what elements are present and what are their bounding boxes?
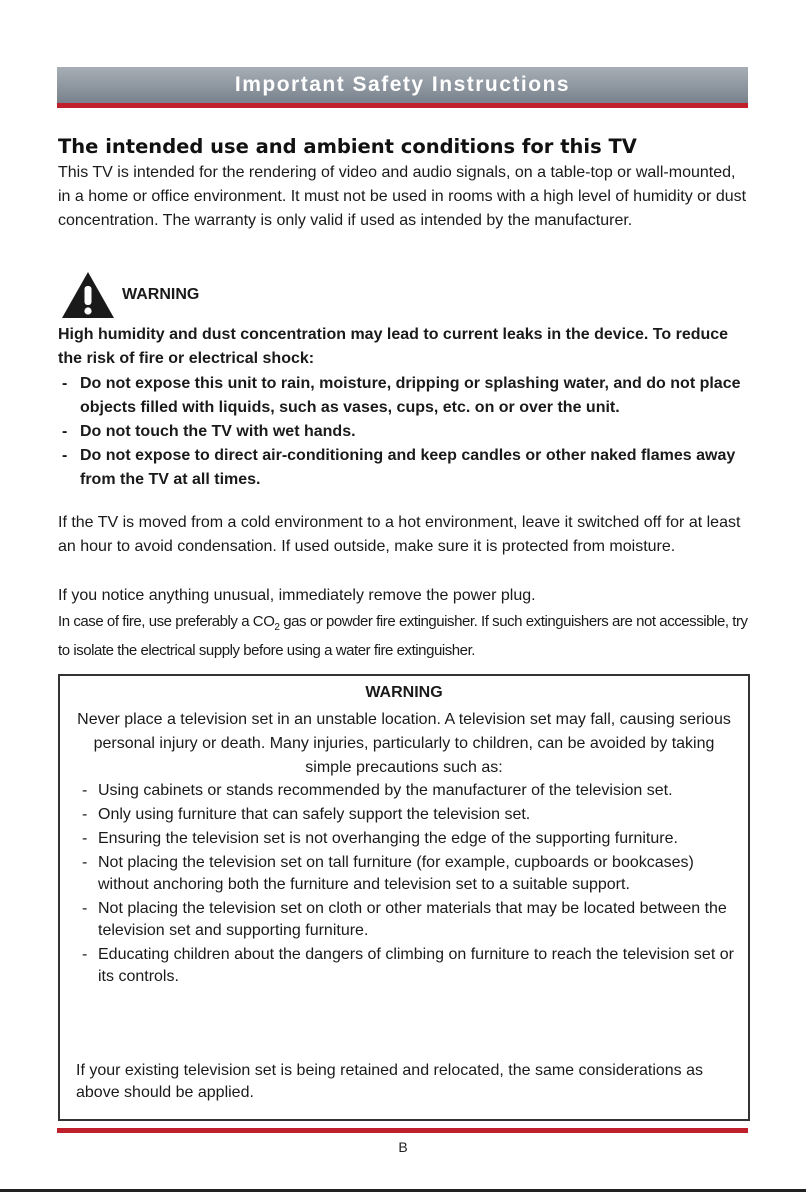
fire-paragraph [58,610,758,662]
fire-text-end: gas or powder fire extinguisher. If such extinguishers are not accessible, try to isolate the electrical supply before using a water fire extinguisher. [58,613,748,659]
warning-label: WARNING [122,286,200,303]
fire-text-start: In case of fire, use preferably a CO [58,613,275,630]
warning-triangle-icon [60,270,116,320]
condensation-paragraph: If the TV is moved from a cold environment to a hot environment, leave it switched off for at least an hour to avoid condensation. If used outside, make sure it is protected from moisture. [58,514,741,555]
stability-warning-box [58,674,750,1121]
co2-subscript: 2 [274,622,280,633]
footer-rule [57,1128,748,1133]
warning-list [58,372,753,492]
precautions-list [78,780,738,990]
warning-text: High humidity and dust concentration may lead to current leaks in the device. To reduce the risk of fire or electrical shock: [58,326,729,367]
banner-rule [57,103,748,108]
list-item: - Do not expose this unit to rain, moisture, dripping or splashing water, and do not place objects filled with liquids, such as vases, cups, etc. on or over the unit. [58,372,753,420]
section-banner: Important Safety Instructions [57,67,748,103]
warning-heading [60,270,360,322]
list-item: - Not placing the television set on tall furniture (for example, cupboards or bookcases) without anchoring both the furniture and television set to a suitable support. [78,852,738,896]
page-number: B [398,1139,408,1155]
list-item: - Ensuring the television set is not overhanging the edge of the supporting furniture. [78,828,738,850]
box-outro: If your existing television set is being retained and relocated, the same considerations as above should be applied. [76,1062,704,1101]
list-item: - Not placing the television set on cloth or other materials that may be located between the television set and supporting furniture. [78,898,738,942]
box-title: WARNING [365,684,443,701]
list-item: - Only using furniture that can safely support the television set. [78,804,738,826]
intended-use-paragraph: This TV is intended for the rendering of video and audio signals, on a table-top or wall-mounted, in a home or office environment. It must not be used in rooms with a high level of humidity or dust concentration. The warranty is only valid if used as intended by the manufacturer. [58,164,747,229]
list-item: - Using cabinets or stands recommended by the manufacturer of the television set. [78,780,738,802]
list-item: - Do not expose to direct air-conditioning and keep candles or other naked flames away from the TV at all times. [58,444,753,492]
list-item: - Do not touch the TV with wet hands. [58,420,753,444]
power-plug-paragraph: If you notice anything unusual, immediately remove the power plug. [58,587,536,604]
list-item: - Educating children about the dangers of climbing on furniture to reach the television set or its controls. [78,944,738,988]
section-title: The intended use and ambient conditions for this TV [58,135,637,158]
box-intro: Never place a television set in an unstable location. A television set may fall, causing serious personal injury or death. Many injuries, particularly to children, can be avoided by taking simple precautions such as: [77,711,731,776]
